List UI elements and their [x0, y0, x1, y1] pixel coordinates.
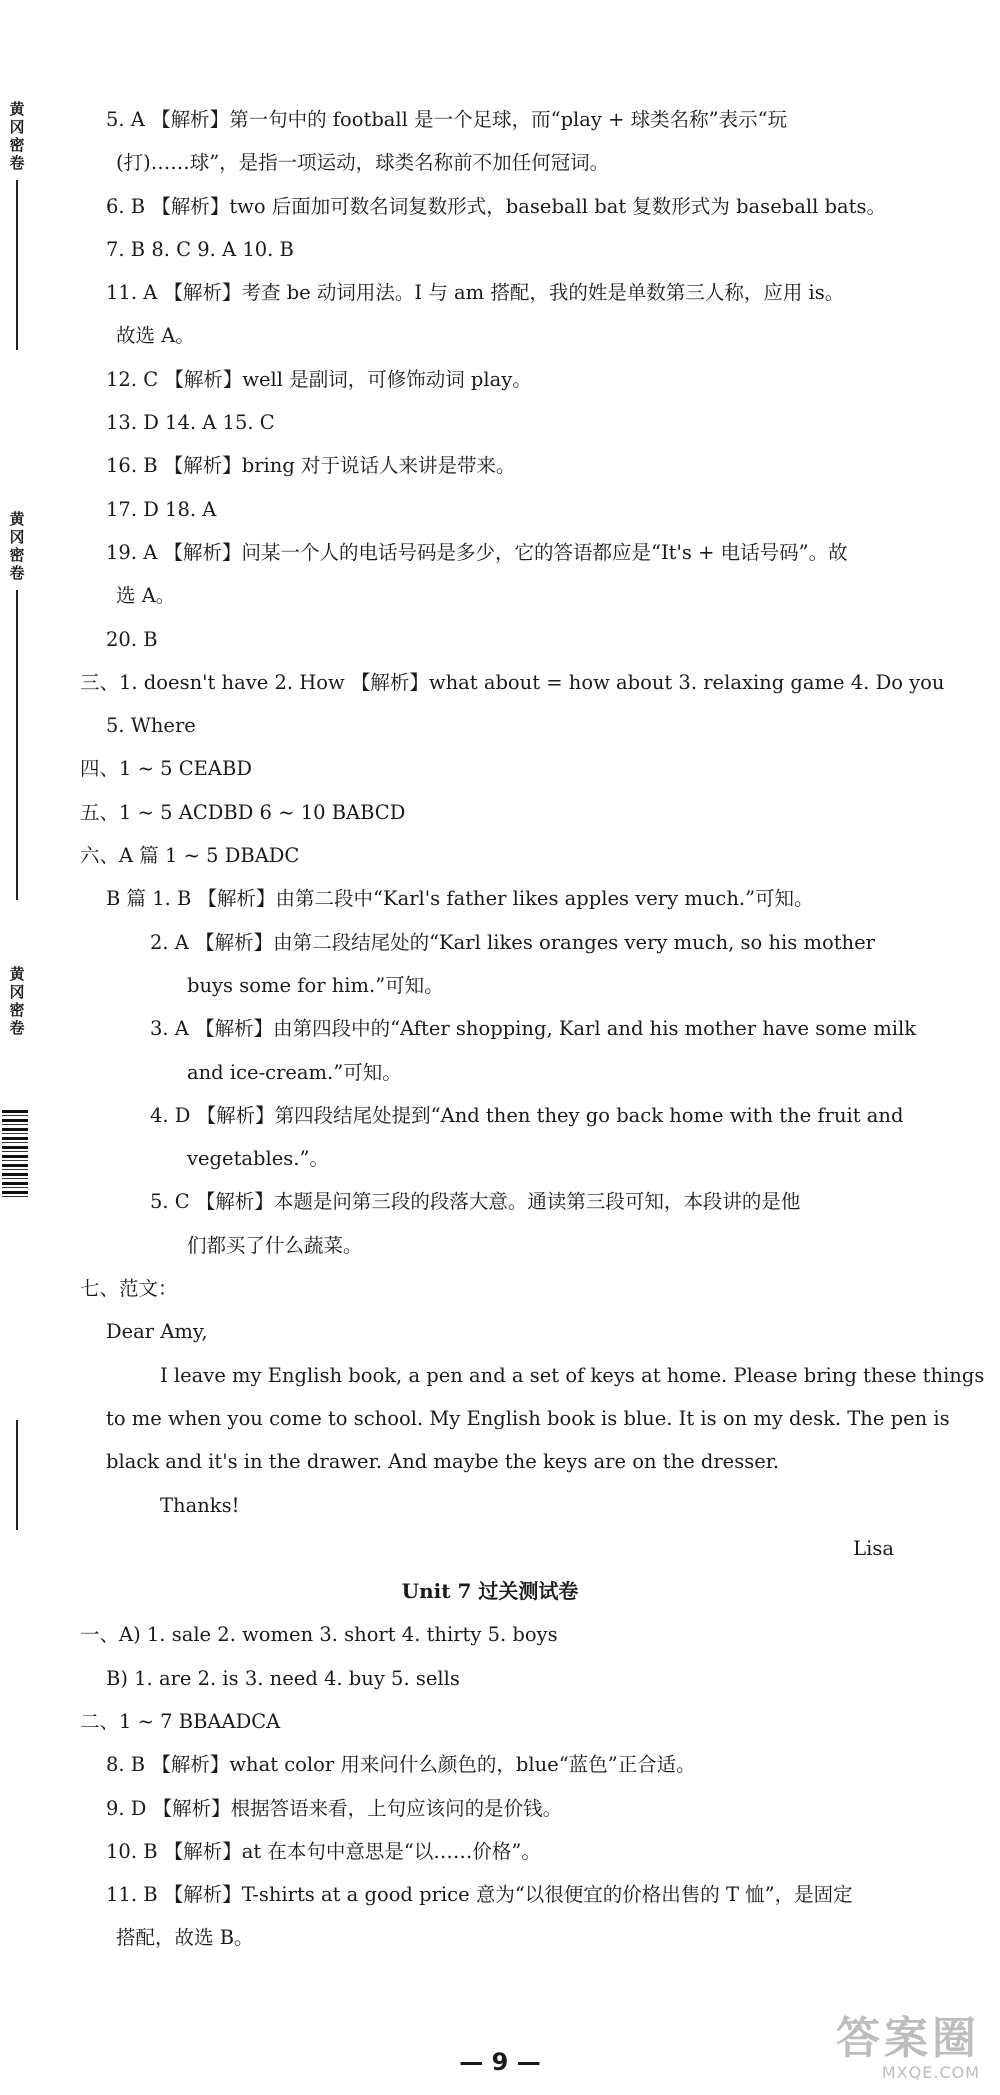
answer-line: 10. B 【解析】at 在本句中意思是“以……价格”。 — [106, 1839, 541, 1863]
answer-line: 19. A 【解析】问某一个人的电话号码是多少，它的答语都应是“It's + 电话号码”。故 — [106, 540, 848, 564]
answer-line: 11. A 【解析】考查 be 动词用法。I 与 am 搭配，我的姓是单数第三人称，应用 is。 — [106, 281, 845, 305]
answer-line: B 篇 1. B 【解析】由第二段中“Karl's father likes apples very much.”可知。 — [106, 887, 814, 911]
answer-line: 六、A 篇 1 ~ 5 DBADC — [80, 844, 300, 868]
answer-line: 2. A 【解析】由第二段结尾处的“Karl likes oranges very much, so his mother — [150, 930, 875, 954]
answer-line: 搭配，故选 B。 — [116, 1926, 254, 1950]
watermark-url: MXQE.COM — [881, 2063, 980, 2082]
answer-line: 16. B 【解析】bring 对于说话人来讲是带来。 — [106, 454, 516, 478]
answer-line: 一、A) 1. sale 2. women 3. short 4. thirty 5. boys — [80, 1623, 558, 1647]
answer-line: black and it's in the drawer. And maybe the keys are on the dresser. — [106, 1450, 780, 1474]
left-margin-binding-strip — [0, 0, 34, 2095]
answer-line: 12. C 【解析】well 是副词，可修饰动词 play。 — [106, 367, 532, 391]
answer-line: (打)……球”，是指一项运动，球类名称前不加任何冠词。 — [116, 151, 610, 175]
margin-rule — [16, 180, 18, 350]
answer-line: 3. A 【解析】由第四段中的“After shopping, Karl and his mother have some milk — [150, 1017, 917, 1041]
answer-line: and ice-cream.”可知。 — [187, 1060, 402, 1084]
answer-line: 6. B 【解析】two 后面加可数名词复数形式，baseball bat 复数形式为 baseball bats。 — [106, 194, 886, 218]
answer-line: Thanks! — [160, 1493, 240, 1517]
answer-line: buys some for him.”可知。 — [187, 973, 444, 997]
answer-line: 11. B 【解析】T-shirts at a good price 意为“以很便宜的价格出售的 T 恤”，是固定 — [106, 1883, 853, 1907]
answer-line: 二、1 ~ 7 BBAADCA — [80, 1709, 281, 1733]
answer-line: 三、1. doesn't have 2. How 【解析】what about = how about 3. relaxing game 4. Do you — [80, 670, 945, 694]
answer-line: 故选 A。 — [116, 324, 195, 348]
answer-line: 20. B — [106, 627, 158, 651]
binding-barcode — [2, 1110, 28, 1200]
watermark-logo-text: 答案圈 — [836, 2013, 980, 2064]
answer-line: 四、1 ~ 5 CEABD — [80, 757, 252, 781]
answer-line: 5. Where — [106, 714, 196, 738]
answer-line: to me when you come to school. My English book is blue. It is on my desk. The pen is — [106, 1406, 950, 1430]
sidebar-label-middle: 黄冈密卷 — [9, 510, 25, 582]
sidebar-label-top: 黄冈密卷 — [9, 100, 25, 172]
answer-line: 7. B 8. C 9. A 10. B — [106, 237, 294, 261]
answer-line: 5. C 【解析】本题是问第三段的段落大意。通读第三段可知，本段讲的是他 — [150, 1190, 801, 1214]
answer-line: 9. D 【解析】根据答语来看，上句应该问的是价钱。 — [106, 1796, 563, 1820]
answer-line: 8. B 【解析】what color 用来问什么颜色的，blue“蓝色”正合适。 — [106, 1753, 696, 1777]
sidebar-label-lower: 黄冈密卷 — [9, 965, 25, 1037]
answer-line: 选 A。 — [116, 584, 176, 608]
section-title: Unit 7 过关测试卷 — [401, 1579, 579, 1604]
answer-line: 5. A 【解析】第一句中的 football 是一个足球，而“play + 球类名称”表示“玩 — [106, 108, 788, 131]
answer-line: 七、范文： — [80, 1277, 178, 1301]
answer-line: 13. D 14. A 15. C — [106, 411, 275, 435]
margin-rule — [16, 1420, 18, 1530]
answer-line: I leave my English book, a pen and a set of keys at home. Please bring these things — [160, 1363, 985, 1387]
margin-rule — [16, 590, 18, 900]
answer-line: 17. D 18. A — [106, 497, 217, 521]
answer-line: 们都买了什么蔬菜。 — [187, 1233, 363, 1257]
site-watermark — [740, 2015, 980, 2085]
answer-line: B) 1. are 2. is 3. need 4. buy 5. sells — [106, 1666, 460, 1690]
answer-key-body — [80, 98, 985, 1960]
answer-line: 4. D 【解析】第四段结尾处提到“And then they go back home with the fruit and — [150, 1103, 904, 1127]
answer-line: vegetables.”。 — [187, 1147, 329, 1171]
answer-line: Dear Amy, — [106, 1320, 208, 1344]
answer-line: 五、1 ~ 5 ACDBD 6 ~ 10 BABCD — [80, 800, 406, 824]
answer-line: Lisa — [853, 1536, 894, 1560]
page-number: — 9 — — [459, 2048, 541, 2076]
